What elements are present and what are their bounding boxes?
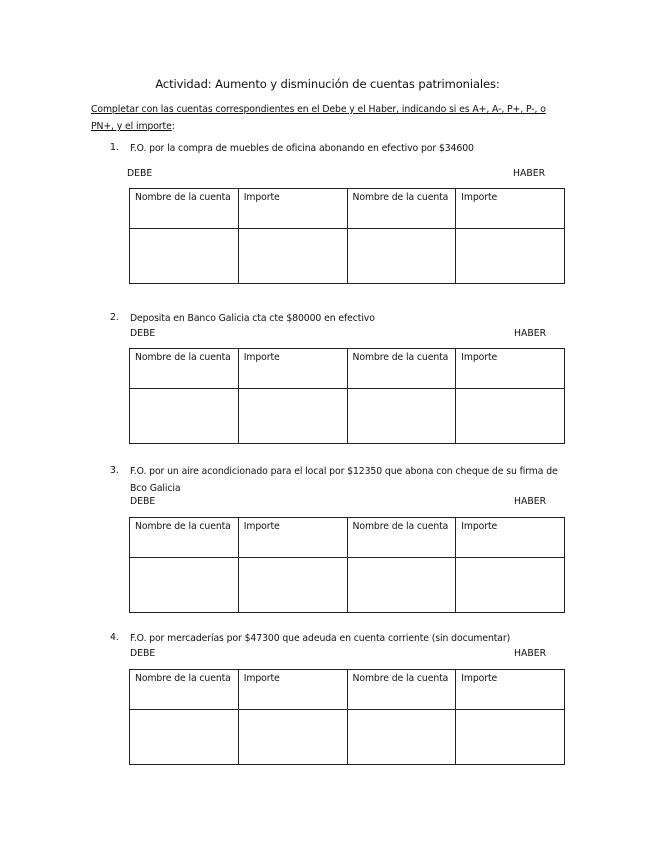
answer-cell-haber-nombre[interactable] (347, 389, 456, 444)
item-number: 2. (110, 312, 119, 323)
item-text: Deposita en Banco Galicia cta cte $80000 en efectivo (130, 313, 375, 324)
answer-cell-debe-importe[interactable] (238, 389, 347, 444)
debe-label: DEBE (127, 168, 153, 179)
answer-cell-debe-nombre[interactable] (130, 229, 239, 284)
header-cell-haber-importe: Importe (456, 349, 565, 389)
answer-cell-debe-nombre[interactable] (130, 710, 239, 765)
answer-cell-haber-nombre[interactable] (347, 558, 456, 613)
header-cell-debe-importe: Importe (238, 189, 347, 229)
item-number: 4. (110, 632, 119, 643)
entry-table (129, 517, 565, 613)
haber-label: HABER (514, 328, 547, 339)
header-cell-debe-importe: Importe (238, 349, 347, 389)
header-cell-debe-nombre: Nombre de la cuenta (130, 518, 239, 558)
answer-cell-debe-importe[interactable] (238, 229, 347, 284)
item-text: F.O. por un aire acondicionado para el local por $12350 que abona con cheque de su firma de Bco Galicia (130, 466, 558, 494)
header-cell-debe-importe: Importe (238, 670, 347, 710)
haber-label: HABER (514, 496, 547, 507)
answer-cell-debe-importe[interactable] (238, 710, 347, 765)
instructions (91, 101, 571, 135)
debe-label: DEBE (130, 648, 156, 659)
entry-table (129, 348, 565, 444)
instructions-text: Completar con las cuentas correspondientes en el Debe y el Haber, indicando si es A+, A-, P+, P-, o PN+, y el importe (91, 104, 546, 132)
header-cell-debe-nombre: Nombre de la cuenta (130, 349, 239, 389)
item-number: 1. (110, 142, 119, 153)
item-text: F.O. por mercaderías por $47300 que adeuda en cuenta corriente (sin documentar) (130, 633, 511, 644)
entry-table (129, 188, 565, 284)
item-text: F.O. por la compra de muebles de oficina abonando en efectivo por $34600 (130, 143, 474, 154)
answer-cell-haber-nombre[interactable] (347, 710, 456, 765)
haber-label: HABER (513, 168, 546, 179)
header-cell-haber-nombre: Nombre de la cuenta (347, 670, 456, 710)
header-cell-debe-nombre: Nombre de la cuenta (130, 670, 239, 710)
answer-cell-haber-nombre[interactable] (347, 229, 456, 284)
haber-label: HABER (514, 648, 547, 659)
answer-cell-haber-importe[interactable] (456, 229, 565, 284)
answer-cell-debe-nombre[interactable] (130, 389, 239, 444)
answer-cell-debe-importe[interactable] (238, 558, 347, 613)
header-cell-haber-nombre: Nombre de la cuenta (347, 349, 456, 389)
header-cell-haber-nombre: Nombre de la cuenta (347, 189, 456, 229)
header-cell-haber-nombre: Nombre de la cuenta (347, 518, 456, 558)
debe-label: DEBE (130, 496, 156, 507)
header-cell-debe-importe: Importe (238, 518, 347, 558)
answer-cell-haber-importe[interactable] (456, 710, 565, 765)
debe-label: DEBE (130, 328, 156, 339)
header-cell-haber-importe: Importe (456, 189, 565, 229)
header-cell-haber-importe: Importe (456, 518, 565, 558)
header-cell-haber-importe: Importe (456, 670, 565, 710)
instructions-colon: : (171, 121, 175, 132)
item-number: 3. (110, 465, 119, 476)
answer-cell-debe-nombre[interactable] (130, 558, 239, 613)
header-cell-debe-nombre: Nombre de la cuenta (130, 189, 239, 229)
page-title: Actividad: Aumento y disminución de cuentas patrimoniales: (155, 77, 500, 91)
entry-table (129, 669, 565, 765)
answer-cell-haber-importe[interactable] (456, 389, 565, 444)
answer-cell-haber-importe[interactable] (456, 558, 565, 613)
